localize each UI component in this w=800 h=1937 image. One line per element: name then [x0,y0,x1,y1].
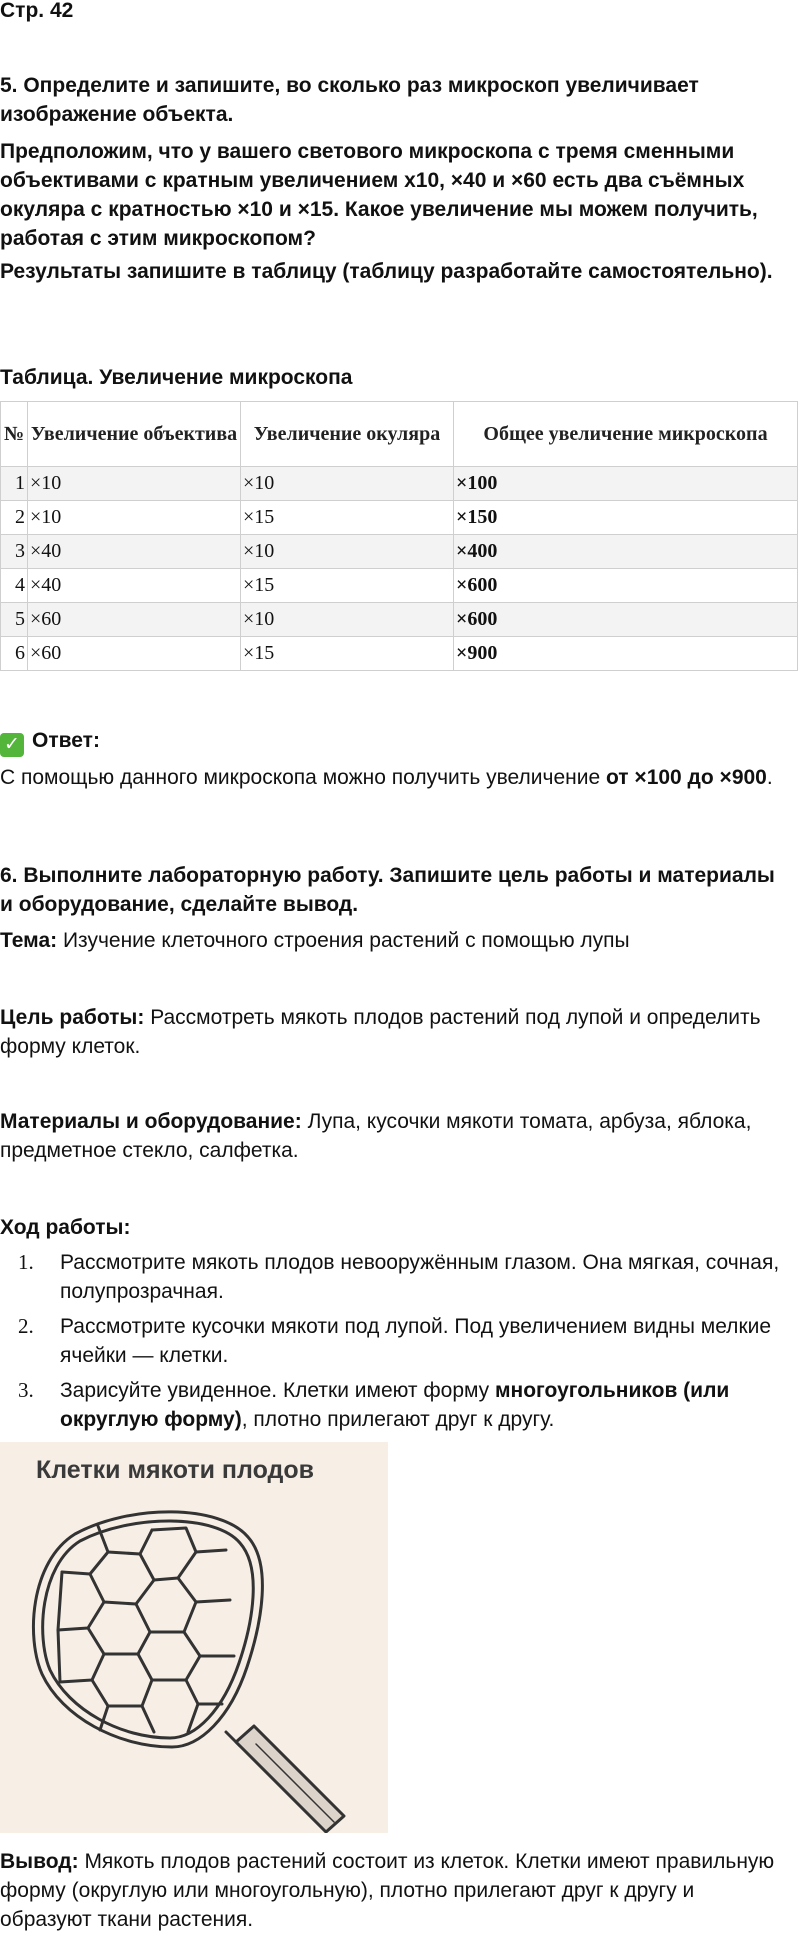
total-value: ×100 [454,467,798,501]
row-number: 5 [1,603,28,637]
step-number: 2. [18,1314,34,1338]
topic-label: Тема: [0,929,58,952]
task-5-instruction: Результаты запишите в таблицу (таблицу разработайте самостоятельно). [0,260,773,283]
objective-value: ×10 [28,501,241,535]
objective-value: ×60 [28,637,241,671]
answer-text-before: С помощью данного микроскопа можно получить увеличение [0,766,606,789]
answer-label: Ответ: [32,729,100,752]
steps-list [0,1248,790,1440]
page-number: Стр. 42 [0,0,74,22]
step-text-before: Зарисуйте увиденное. Клетки имеют форму [60,1379,496,1402]
step-number: 1. [18,1250,34,1274]
materials [0,1107,790,1165]
table-caption: Таблица. Увеличение микроскопа [0,366,353,389]
step-text [60,1379,729,1431]
step-number: 3. [18,1378,34,1402]
answer-text-after: . [766,766,773,789]
objective-value: ×10 [28,467,241,501]
conclusion-label: Вывод: [0,1850,79,1873]
table-row [1,501,798,535]
table-row [1,603,798,637]
step-text-bold: многоугольников (или округлую форму) [60,1379,730,1431]
goal [0,1003,790,1061]
answer-heading [0,726,790,757]
conclusion [0,1847,790,1934]
topic-text: Изучение клеточного строения растений с помощью лупы [57,929,630,952]
total-value: ×400 [454,535,798,569]
step-text: Рассмотрите мякоть плодов невооружённым глазом. Она мягкая, сочная, полупрозрачная. [60,1251,780,1303]
row-number: 1 [1,467,28,501]
table-row [1,637,798,671]
check-mark-icon: ✓ [0,733,24,757]
list-item [0,1376,790,1434]
eyepiece-value: ×10 [241,535,454,569]
total-value: ×900 [454,637,798,671]
table-row [1,569,798,603]
eyepiece-value: ×15 [241,569,454,603]
task-5-title: 5. Определите и запишите, во сколько раз микроскоп увеличивает изображение объекта. [0,74,699,126]
header-eyepiece: Увеличение окуляра [241,402,454,467]
list-item [0,1248,790,1306]
magnification-table [0,401,798,671]
topic [0,926,790,955]
magnifier-with-cells-icon [0,1442,388,1833]
answer-text [0,763,790,792]
eyepiece-value: ×10 [241,467,454,501]
table-header-row [1,402,798,467]
header-number: № [1,402,28,467]
task-5-problem: Предположим, что у вашего светового микроскопа с тремя сменными объективами с кратным увеличением x10, ×40 и ×60 есть два съёмных окуляра с кратностью ×10 и ×15. Какое увеличение мы можем получить, работая с этим микроскопом? [0,140,758,250]
task-5 [0,71,790,286]
total-value: ×150 [454,501,798,535]
eyepiece-value: ×15 [241,637,454,671]
progress-heading: Ход работы: [0,1216,131,1239]
materials-text: Лупа, кусочки мякоти томата, арбуза, яблока, предметное стекло, салфетка. [0,1110,752,1162]
eyepiece-value: ×10 [241,603,454,637]
header-objective: Увеличение объектива [28,402,241,467]
goal-text: Рассмотреть мякоть плодов растений под лупой и определить форму клеток. [0,1006,761,1058]
task-6-title: 6. Выполните лабораторную работу. Запишите цель работы и материалы и оборудование, сделайте вывод. [0,864,775,916]
eyepiece-value: ×15 [241,501,454,535]
list-item [0,1312,790,1370]
cells-figure [0,1442,388,1833]
step-text-after: , плотно прилегают друг к другу. [241,1408,555,1431]
row-number: 4 [1,569,28,603]
step-text: Рассмотрите кусочки мякоти под лупой. Под увеличением видны мелкие ячейки — клетки. [60,1315,772,1367]
table-row [1,535,798,569]
objective-value: ×40 [28,535,241,569]
total-value: ×600 [454,603,798,637]
total-value: ×600 [454,569,798,603]
answer-range: от ×100 до ×900 [606,766,767,789]
materials-label: Материалы и оборудование: [0,1110,302,1133]
objective-value: ×40 [28,569,241,603]
row-number: 2 [1,501,28,535]
objective-value: ×60 [28,603,241,637]
goal-label: Цель работы: [0,1006,145,1029]
answer-block [0,726,790,792]
figure-title: Клетки мякоти плодов [36,1456,315,1484]
header-total: Общее увеличение микроскопа [454,402,798,467]
row-number: 3 [1,535,28,569]
table-row [1,467,798,501]
row-number: 6 [1,637,28,671]
conclusion-text: Мякоть плодов растений состоит из клеток. Клетки имеют правильную форму (округлую или многоугольную), плотно прилегают друг к другу и образуют ткани растения. [0,1850,775,1931]
